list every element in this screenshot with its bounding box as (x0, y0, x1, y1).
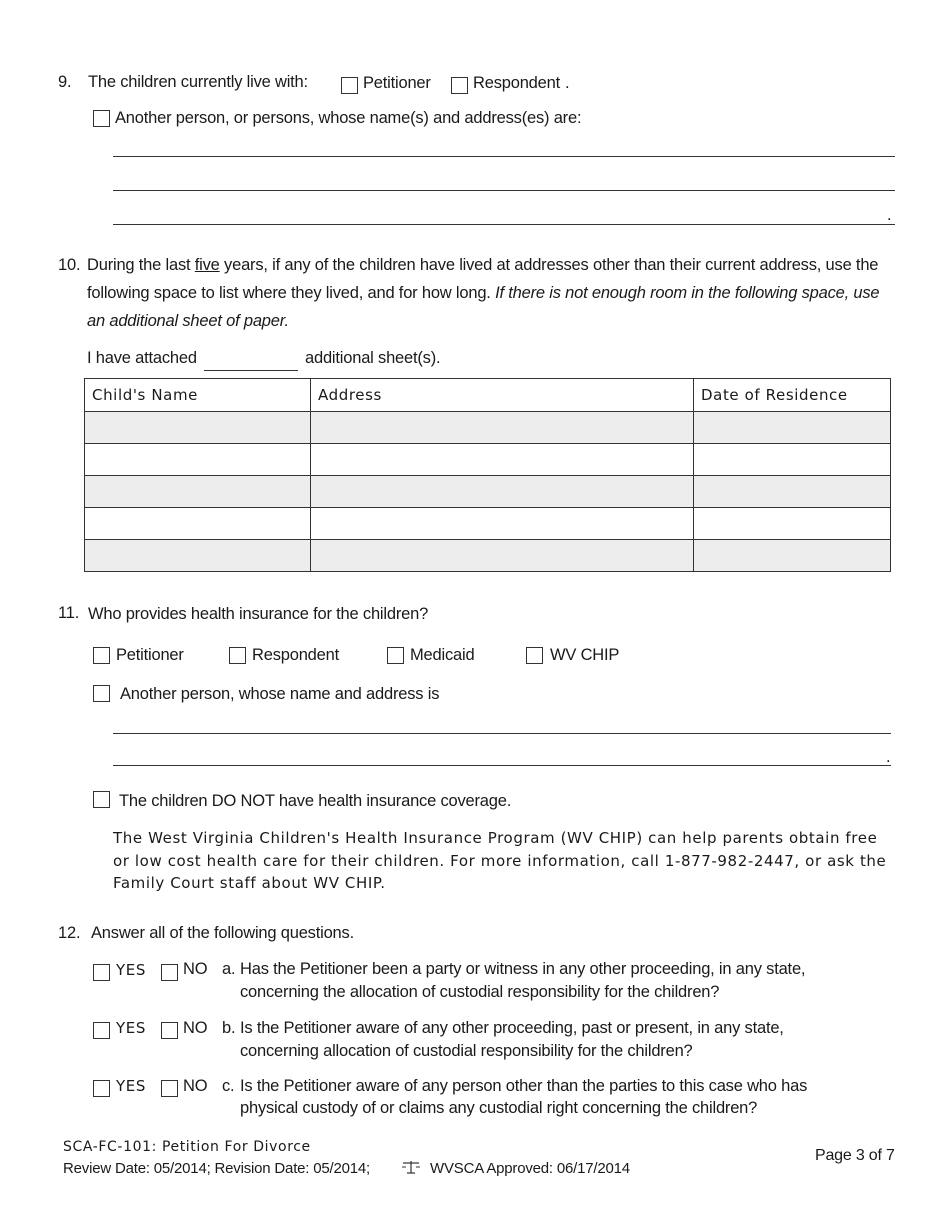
table-row (85, 412, 891, 444)
q11-wvchip-label: WV CHIP (550, 646, 620, 664)
q12a-no-checkbox[interactable] (161, 964, 178, 981)
q11-no-coverage-label: The children DO NOT have health insurance coverage. (119, 792, 512, 810)
table-cell[interactable] (694, 412, 891, 444)
scales-of-justice-icon (401, 1158, 421, 1176)
q12-prompt: Answer all of the following questions. (91, 924, 354, 942)
table-cell[interactable] (85, 412, 311, 444)
q12b-yes-label: YES (116, 1019, 146, 1037)
q10-sheets-count-field[interactable] (204, 370, 298, 371)
table-cell[interactable] (311, 508, 694, 540)
q12b-question-line-2: concerning allocation of custodial responsibility for the children? (240, 1042, 693, 1060)
footer-form-id: SCA-FC-101: Petition For Divorce (63, 1139, 311, 1155)
q9-end-dot: . (887, 206, 892, 224)
q12c-letter: c. (222, 1077, 235, 1095)
q11-medicaid-checkbox[interactable] (387, 647, 404, 664)
q12a-yes-checkbox[interactable] (93, 964, 110, 981)
q9-other-label: Another person, or persons, whose name(s) and address(es) are: (115, 109, 582, 127)
q11-medicaid-label: Medicaid (410, 646, 475, 664)
table-cell[interactable] (694, 444, 891, 476)
q11-petitioner-checkbox[interactable] (93, 647, 110, 664)
q12a-question-line-2: concerning the allocation of custodial responsibility for the children? (240, 983, 720, 1001)
table-cell[interactable] (85, 476, 311, 508)
residence-table (84, 378, 891, 572)
table-cell[interactable] (694, 508, 891, 540)
q9-address-line-3[interactable] (113, 224, 895, 225)
q12c-no-checkbox[interactable] (161, 1080, 178, 1097)
q11-number: 11. (58, 604, 80, 622)
q12b-yes-checkbox[interactable] (93, 1022, 110, 1039)
footer-page-number: Page 3 of 7 (815, 1147, 895, 1164)
table-row (85, 476, 891, 508)
q12b-question-line-1: Is the Petitioner aware of any other proceeding, past or present, in any state, (240, 1019, 784, 1037)
q11-petitioner-label: Petitioner (116, 646, 184, 664)
table-cell[interactable] (85, 540, 311, 572)
table-cell[interactable] (311, 540, 694, 572)
table-row (85, 508, 891, 540)
q12c-yes-label: YES (116, 1077, 146, 1095)
table-cell[interactable] (311, 476, 694, 508)
q12a-question-line-1: Has the Petitioner been a party or witness in any other proceeding, in any state, (240, 960, 806, 978)
q11-other-checkbox[interactable] (93, 685, 110, 702)
q10-instructions: During the last five years, if any of the children have lived at addresses other than their current address, use the following space to list where they lived, and for how long. If there is not enough room in the following space, use an additional sheet of paper. (87, 256, 880, 330)
footer-review-dates: Review Date: 05/2014; Revision Date: 05/2014; (63, 1160, 371, 1177)
q12a-letter: a. (222, 960, 236, 978)
q12a-yes-label: YES (116, 961, 146, 979)
q12-number: 12. (58, 924, 81, 942)
q9-prompt: The children currently live with: (88, 73, 308, 91)
q10-five-underlined: five (194, 256, 220, 274)
table-cell[interactable] (85, 444, 311, 476)
q12b-no-label: NO (183, 1019, 208, 1037)
q9-other-checkbox[interactable] (93, 110, 110, 127)
q11-wvchip-checkbox[interactable] (526, 647, 543, 664)
q9-respondent-label: Respondent (473, 74, 560, 92)
q9-petitioner-checkbox[interactable] (341, 77, 358, 94)
q10-attached-suffix: additional sheet(s). (305, 349, 441, 367)
q11-address-line-2[interactable] (113, 765, 891, 766)
table-cell[interactable] (311, 444, 694, 476)
table-row (85, 444, 891, 476)
table-cell[interactable] (694, 476, 891, 508)
col-date-of-residence: Date of Residence (694, 379, 891, 412)
q9-address-line-1[interactable] (113, 156, 895, 157)
q12c-question-line-1: Is the Petitioner aware of any person other than the parties to this case who has (240, 1077, 808, 1095)
q12b-no-checkbox[interactable] (161, 1022, 178, 1039)
table-cell[interactable] (85, 508, 311, 540)
q12b-letter: b. (222, 1019, 236, 1037)
q11-end-dot: . (886, 748, 891, 766)
col-childs-name: Child's Name (85, 379, 311, 412)
q9-respondent-checkbox[interactable] (451, 77, 468, 94)
q11-prompt: Who provides health insurance for the children? (88, 605, 429, 623)
q11-other-label: Another person, whose name and address is (120, 685, 440, 703)
col-address: Address (311, 379, 694, 412)
q10-attached-label: I have attached (87, 349, 197, 367)
q10-italic-note: If there is not enough room in the following space, use an additional sheet of paper. (87, 284, 880, 330)
q12c-question-line-2: physical custody of or claims any custodial right concerning the children? (240, 1099, 758, 1117)
q12c-no-label: NO (183, 1077, 208, 1095)
q11-respondent-label: Respondent (252, 646, 339, 664)
q11-address-line-1[interactable] (113, 733, 891, 734)
residence-table-header-row (85, 379, 891, 412)
q9-number: 9. (58, 73, 72, 91)
q11-respondent-checkbox[interactable] (229, 647, 246, 664)
q12a-no-label: NO (183, 960, 208, 978)
q12c-yes-checkbox[interactable] (93, 1080, 110, 1097)
q9-address-line-2[interactable] (113, 190, 895, 191)
table-cell[interactable] (311, 412, 694, 444)
table-row (85, 540, 891, 572)
footer-approved-date: WVSCA Approved: 06/17/2014 (430, 1160, 630, 1177)
q9-petitioner-label: Petitioner (363, 74, 431, 92)
q11-no-coverage-checkbox[interactable] (93, 791, 110, 808)
q10-number: 10. (58, 256, 81, 274)
wv-chip-info-text: The West Virginia Children's Health Insurance Program (WV CHIP) can help parents obtain free or low cost health care for their children. For more information, call 1-877-982-2447, or ask the Family Court staff about WV CHIP. (113, 829, 887, 892)
table-cell[interactable] (694, 540, 891, 572)
q9-dot: . (565, 74, 570, 92)
